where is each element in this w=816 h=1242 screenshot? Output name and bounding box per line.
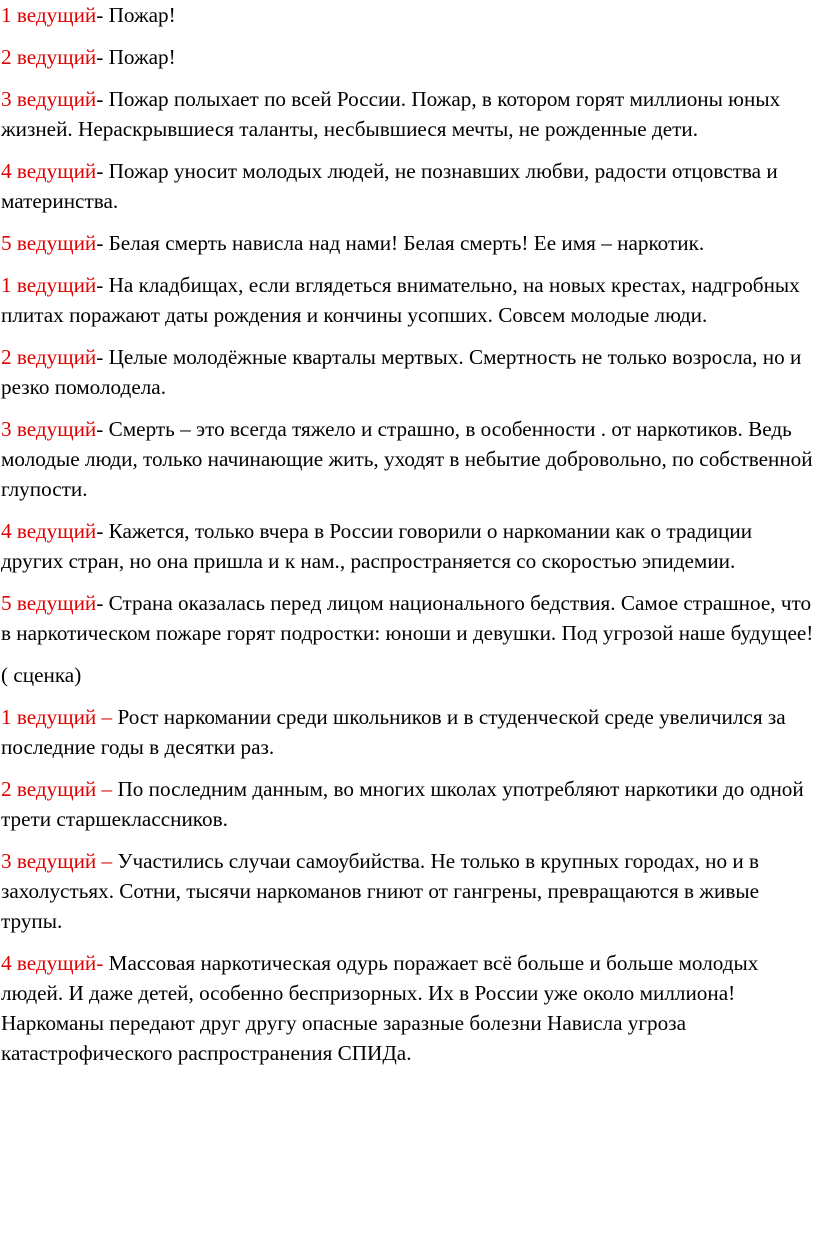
paragraph-text: Кажется, только вчера в России говорили о наркомании как о традиции других стран, но она пришла и к нам., распространяется со скоростью эпидемии. (1, 519, 753, 573)
speaker-label: 5 ведущий (1, 591, 97, 615)
paragraph-text: Участились случаи самоубийства. Не только в крупных городах, но и в захолустьях. Сотни, тысячи наркоманов гниют от гангрены, превращаются в живые трупы. (1, 849, 759, 933)
separator: - (96, 591, 109, 615)
separator: - (96, 45, 109, 69)
paragraph (1, 516, 814, 576)
speaker-label: 3 ведущий (1, 87, 97, 111)
paragraph-text: Пожар уносит молодых людей, не познавших любви, радости отцовства и материнства. (1, 159, 778, 213)
paragraph (1, 156, 814, 216)
speaker-label: 3 ведущий (1, 417, 97, 441)
paragraph-text: Белая смерть нависла над нами! Белая смерть! Ее имя – наркотик. (108, 231, 705, 255)
separator: - (96, 3, 109, 27)
separator: - (96, 273, 109, 297)
paragraph (1, 42, 814, 72)
separator: - (96, 87, 109, 111)
paragraph-text: Страна оказалась перед лицом национального бедствия. Самое страшное, что в наркотическом пожаре горят подростки: юноши и девушки. Под угрозой наше будущее! (1, 591, 814, 645)
stage-direction (1, 660, 814, 690)
paragraph-text: По последним данным, во многих школах употребляют наркотики до одной трети старшеклассников. (1, 777, 804, 831)
speaker-label: 1 ведущий (1, 3, 97, 27)
paragraph (1, 846, 814, 936)
separator: - (96, 519, 109, 543)
separator: - (96, 231, 109, 255)
paragraph-text: Пожар! (108, 45, 176, 69)
paragraph-text: Смерть – это всегда тяжело и страшно, в особенности . от наркотиков. Ведь молодые люди, только начинающие жить, уходят в небытие добровольно, по собственной глупости. (1, 417, 813, 501)
paragraph-text: Целые молодёжные кварталы мертвых. Смертность не только возросла, но и резко помолодела. (1, 345, 802, 399)
speaker-label: 4 ведущий (1, 159, 97, 183)
separator: - (96, 417, 109, 441)
separator: - (96, 159, 109, 183)
separator: - (96, 345, 109, 369)
paragraph (1, 588, 814, 648)
speaker-label: 3 ведущий – (1, 849, 113, 873)
paragraph-text: Пожар! (108, 3, 176, 27)
paragraph-text: На кладбищах, если вглядеться внимательно, на новых крестах, надгробных плитах поражают даты рождения и кончины усопших. Совсем молодые люди. (1, 273, 800, 327)
paragraph-text: Рост наркомании среди школьников и в студенческой среде увеличился за последние годы в десятки раз. (1, 705, 786, 759)
speaker-label: 1 ведущий – (1, 705, 113, 729)
speaker-label: 4 ведущий- (1, 951, 104, 975)
paragraph (1, 414, 814, 504)
paragraph (1, 702, 814, 762)
paragraph (1, 84, 814, 144)
speaker-label: 4 ведущий (1, 519, 97, 543)
paragraph (1, 228, 814, 258)
speaker-label: 1 ведущий (1, 273, 97, 297)
paragraph (1, 774, 814, 834)
paragraph-text: ( сценка) (1, 663, 82, 687)
speaker-label: 2 ведущий – (1, 777, 113, 801)
paragraph-text: Пожар полыхает по всей России. Пожар, в котором горят миллионы юных жизней. Нераскрывшиеся таланты, несбывшиеся мечты, не рожденные дети. (1, 87, 781, 141)
paragraph (1, 948, 814, 1068)
paragraph (1, 0, 814, 30)
paragraph (1, 270, 814, 330)
speaker-label: 2 ведущий (1, 345, 97, 369)
paragraph (1, 342, 814, 402)
speaker-label: 2 ведущий (1, 45, 97, 69)
paragraph-text: Массовая наркотическая одурь поражает всё больше и больше молодых людей. И даже детей, особенно беспризорных. Их в России уже около миллиона! Наркоманы передают друг другу опасные заразные болезни Нависла угроза катастрофического распространения СПИДа. (1, 951, 759, 1065)
speaker-label: 5 ведущий (1, 231, 97, 255)
